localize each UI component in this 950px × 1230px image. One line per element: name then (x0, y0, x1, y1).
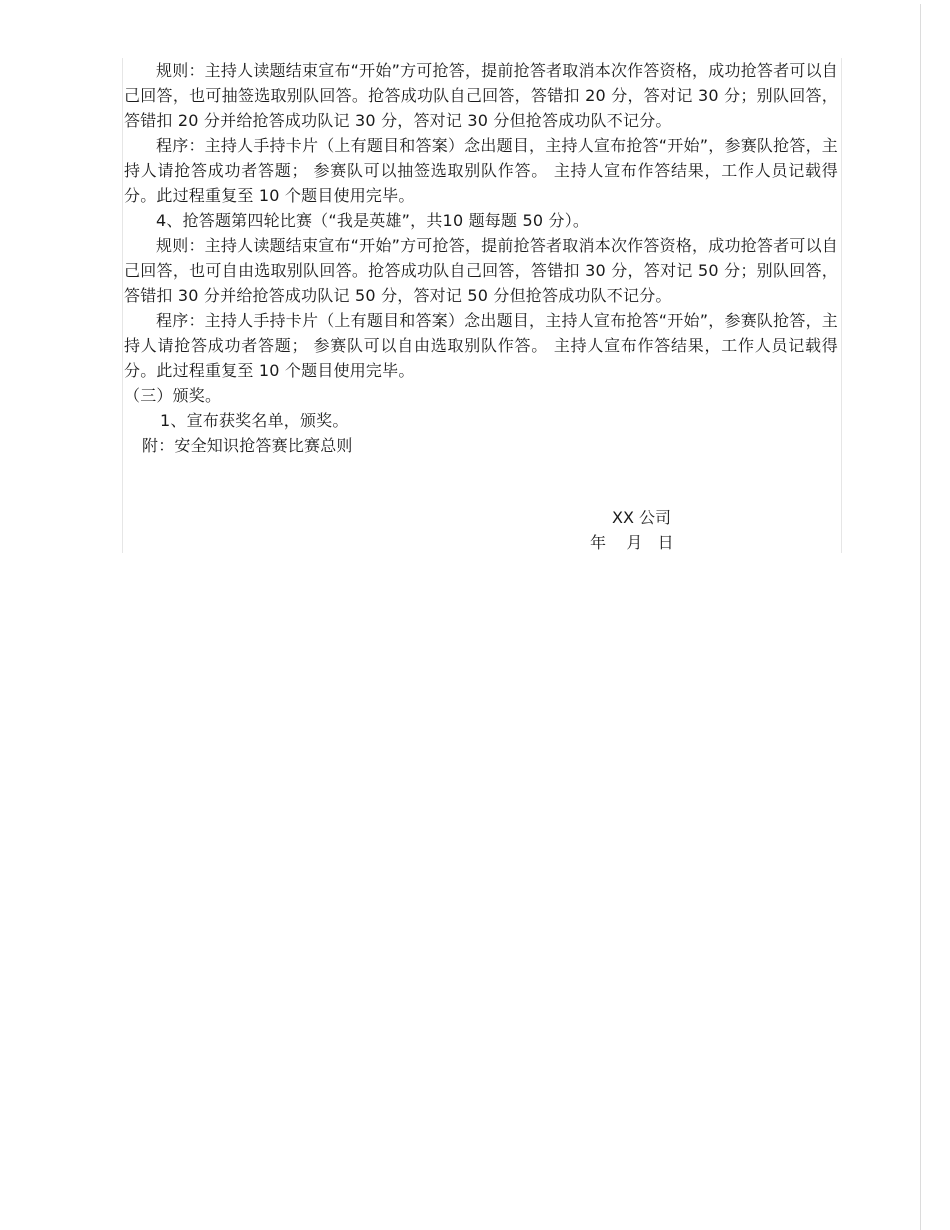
date-line: 年 月 日 (590, 533, 674, 552)
document-body (124, 58, 838, 458)
rules-round-3: 规则：主持人读题结束宣布“开始”方可抢答，提前抢答者取消本次作答资格，成功抢答者可以自己回答，也可抽签选取别队回答。抢答成功队自己回答，答错扣 20 分，答对记 30 分；别队回答，答错扣 20 分并给抢答成功队记 30 分，答对记 30 分但抢答成功队不记分。 (124, 61, 838, 130)
procedure-round-3: 程序：主持人手持卡片（上有题目和答案）念出题目，主持人宣布抢答“开始”，参赛队抢答，主持人请抢答成功者答题； 参赛队可以抽签选取别队作答。 主持人宣布作答结果，工作人员记载得分。此过程重复至 10 个题目使用完毕。 (124, 136, 838, 205)
round-4-heading: 4、抢答题第四轮比赛（“我是英雄”，共10 题每题 50 分）。 (156, 211, 590, 230)
rules-round-4: 规则：主持人读题结束宣布“开始”方可抢答，提前抢答者取消本次作答资格，成功抢答者可以自己回答，也可自由选取别队回答。抢答成功队自己回答，答错扣 30 分，答对记 50 分；别队回答，答错扣 30 分并给抢答成功队记 50 分，答对记 50 分但抢答成功队不记分。 (124, 236, 838, 305)
company-signature: XX 公司 (612, 508, 672, 527)
page-edge-line (920, 4, 921, 1230)
appendix-line: 附：安全知识抢答赛比赛总则 (142, 436, 353, 455)
awards-section-heading: （三）颁奖。 (124, 386, 222, 405)
awards-item: 1、宣布获奖名单，颁奖。 (160, 411, 349, 430)
procedure-round-4: 程序：主持人手持卡片（上有题目和答案）念出题目，主持人宣布抢答“开始”，参赛队抢答，主持人请抢答成功者答题； 参赛队可以自由选取别队作答。 主持人宣布作答结果，工作人员记载得分。此过程重复至 10 个题目使用完毕。 (124, 311, 838, 380)
